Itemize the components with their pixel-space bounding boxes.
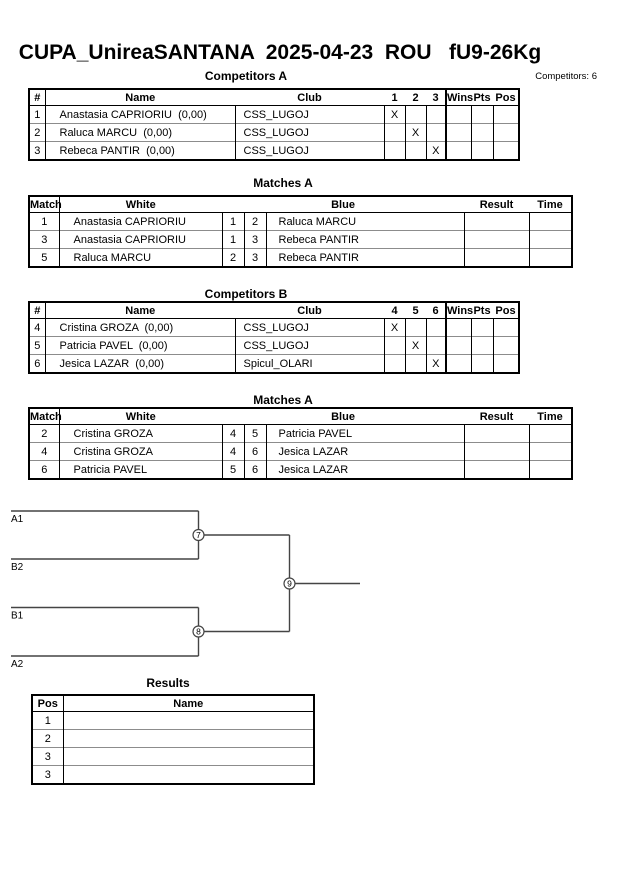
cell-name: Jesica LAZAR (0,00) (45, 355, 235, 374)
cell-time (529, 249, 572, 268)
cell-pos (493, 319, 519, 337)
cell-name: Raluca MARCU (0,00) (45, 124, 235, 142)
cell-pts (471, 337, 493, 355)
cell-pos (493, 106, 519, 124)
col-header-3: 3 (426, 89, 446, 106)
cell-mark-1 (384, 142, 405, 161)
col-header-num: # (29, 302, 45, 319)
cell-wins (446, 319, 471, 337)
cell-white-num: 1 (222, 231, 244, 249)
table-row (29, 142, 519, 161)
cell-name (63, 748, 314, 766)
match-node-9: 9 (287, 578, 292, 589)
cell-result (464, 461, 529, 480)
cell-blue-name: Jesica LAZAR (266, 443, 464, 461)
col-header-name: Name (45, 302, 235, 319)
competitors-a-table (28, 88, 520, 161)
cell-mark-5 (405, 319, 426, 337)
cell-mark-4 (384, 355, 405, 374)
col-header-pts: Pts (471, 89, 493, 106)
cell-match-num: 4 (29, 443, 59, 461)
cell-blue-name: Raluca MARCU (266, 213, 464, 231)
cell-mark-3 (426, 124, 446, 142)
cell-pos: 2 (32, 730, 63, 748)
cell-result (464, 231, 529, 249)
cell-mark-2 (405, 106, 426, 124)
competitors-a-title: Competitors A (204, 69, 288, 83)
cell-match-num: 6 (29, 461, 59, 480)
table-row (29, 355, 519, 374)
cell-result (464, 443, 529, 461)
cell-mark-6 (426, 319, 446, 337)
table-row (29, 425, 572, 443)
col-header-match: Match (29, 196, 59, 213)
cell-white-num: 4 (222, 443, 244, 461)
bracket-slot-label-a1: A1 (11, 514, 24, 525)
matches-b-table (28, 407, 573, 480)
results-table (31, 694, 315, 785)
col-header-blue: Blue (222, 408, 464, 425)
cell-match-num: 3 (29, 231, 59, 249)
cell-mark-1 (384, 124, 405, 142)
cell-name: Cristina GROZA (0,00) (45, 319, 235, 337)
cell-time (529, 231, 572, 249)
cell-pts (471, 355, 493, 374)
cell-club: CSS_LUGOJ (235, 319, 384, 337)
table-header-row (32, 695, 314, 712)
cell-white-num: 4 (222, 425, 244, 443)
table-row (32, 766, 314, 785)
bracket-diagram (0, 500, 400, 675)
cell-pos: 3 (32, 766, 63, 785)
cell-blue-num: 2 (244, 213, 266, 231)
cell-club: Spicul_OLARI (235, 355, 384, 374)
col-header-name: Name (63, 695, 314, 712)
cell-result (464, 213, 529, 231)
cell-pts (471, 124, 493, 142)
cell-wins (446, 337, 471, 355)
matches-b-title: Matches A (253, 393, 313, 407)
col-header-blue: Blue (222, 196, 464, 213)
cell-time (529, 443, 572, 461)
cell-mark-3: X (426, 142, 446, 161)
cell-club: CSS_LUGOJ (235, 142, 384, 161)
cell-wins (446, 355, 471, 374)
cell-blue-name: Rebeca PANTIR (266, 249, 464, 268)
cell-mark-3 (426, 106, 446, 124)
matches-a-table (28, 195, 573, 268)
match-node-7: 7 (196, 530, 201, 540)
competitors-b-table (28, 301, 520, 374)
table-row (29, 213, 572, 231)
competitors-b-title: Competitors B (204, 287, 288, 301)
cell-white-num: 2 (222, 249, 244, 268)
col-header-wins: Wins (446, 89, 471, 106)
cell-name (63, 730, 314, 748)
cell-white-name: Anastasia CAPRIORIU (59, 213, 222, 231)
col-header-white: White (59, 196, 222, 213)
cell-pos: 1 (44, 714, 51, 727)
table-row (29, 231, 572, 249)
col-header-time: Time (529, 408, 572, 425)
cell-pos (493, 355, 519, 374)
cell-white-name: Anastasia CAPRIORIU (59, 231, 222, 249)
cell-white-num: 1 (222, 213, 244, 231)
col-header-club: Club (235, 302, 384, 319)
cell-result (464, 249, 529, 268)
cell-num: 1 (34, 108, 41, 121)
cell-blue-num: 3 (244, 231, 266, 249)
cell-wins (446, 124, 471, 142)
table-row (32, 730, 314, 748)
matches-a-title: Matches A (253, 176, 313, 190)
cell-blue-num: 6 (244, 443, 266, 461)
col-header-result: Result (464, 408, 529, 425)
table-row (29, 461, 572, 480)
tournament-title: CUPA_UnireaSANTANA 2025-04-23 ROU fU9-26Kg (18, 41, 542, 64)
cell-wins (446, 106, 471, 124)
cell-num: 4 (34, 321, 41, 334)
cell-blue-name: Jesica LAZAR (266, 461, 464, 480)
cell-mark-4 (384, 337, 405, 355)
cell-time (529, 425, 572, 443)
cell-num: 2 (29, 124, 45, 142)
col-header-pos: Pos (493, 302, 519, 319)
table-row (32, 712, 314, 730)
cell-mark-2 (405, 142, 426, 161)
cell-match-num: 5 (29, 249, 59, 268)
bracket-slot-label-a2: A2 (11, 659, 24, 670)
table-row (32, 748, 314, 766)
table-row (29, 249, 572, 268)
cell-blue-name: Patricia PAVEL (266, 425, 464, 443)
col-header-white: White (59, 408, 222, 425)
col-header-result: Result (464, 196, 529, 213)
cell-mark-4: X (384, 319, 405, 337)
cell-white-num: 5 (222, 461, 244, 480)
cell-name (63, 712, 314, 730)
cell-num: 3 (29, 142, 45, 161)
table-header-row (29, 196, 572, 213)
cell-pos: 3 (32, 748, 63, 766)
cell-blue-name: Rebeca PANTIR (266, 231, 464, 249)
table-row (29, 319, 519, 337)
cell-mark-1: X (384, 106, 405, 124)
cell-num: 5 (29, 337, 45, 355)
results-title: Results (146, 676, 190, 690)
col-header-pts: Pts (471, 302, 493, 319)
cell-result (464, 425, 529, 443)
cell-match-num: 2 (41, 427, 48, 440)
table-row (29, 337, 519, 355)
cell-num: 6 (29, 355, 45, 374)
cell-mark-2: X (405, 124, 426, 142)
cell-white-name: Raluca MARCU (59, 249, 222, 268)
cell-wins (446, 142, 471, 161)
col-header-match: Match (29, 408, 59, 425)
col-header-2: 2 (405, 89, 426, 106)
cell-name: Patricia PAVEL (0,00) (45, 337, 235, 355)
table-row (29, 124, 519, 142)
cell-club: CSS_LUGOJ (235, 337, 384, 355)
col-header-pos: Pos (493, 89, 519, 106)
cell-club: CSS_LUGOJ (235, 124, 384, 142)
cell-mark-5: X (405, 337, 426, 355)
cell-pos (493, 337, 519, 355)
cell-blue-num: 5 (244, 425, 266, 443)
match-node-8: 8 (196, 626, 201, 637)
col-header-4: 4 (384, 302, 405, 319)
col-header-1: 1 (384, 89, 405, 106)
cell-white-name: Cristina GROZA (59, 443, 222, 461)
cell-white-name: Cristina GROZA (59, 425, 222, 443)
cell-club: CSS_LUGOJ (235, 106, 384, 124)
cell-pts (471, 106, 493, 124)
bracket-slot-label-b2: B2 (11, 562, 24, 573)
cell-time (529, 461, 572, 480)
cell-name: Rebeca PANTIR (0,00) (45, 142, 235, 161)
col-header-pos: Pos (32, 695, 63, 712)
table-header-row (29, 302, 519, 319)
col-header-5: 5 (405, 302, 426, 319)
col-header-name: Name (45, 89, 235, 106)
cell-mark-5 (405, 355, 426, 374)
col-header-club: Club (235, 89, 384, 106)
cell-name (63, 766, 314, 785)
cell-white-name: Patricia PAVEL (59, 461, 222, 480)
cell-blue-num: 6 (244, 461, 266, 480)
col-header-num: # (29, 89, 45, 106)
table-row (29, 106, 519, 124)
bracket-slot-label-b1: B1 (11, 610, 24, 622)
competitors-count: Competitors: 6 (535, 71, 597, 82)
col-header-6: 6 (426, 302, 446, 319)
cell-pts (471, 142, 493, 161)
table-row (29, 443, 572, 461)
cell-mark-6 (426, 337, 446, 355)
cell-pos (493, 142, 519, 161)
col-header-wins: Wins (446, 302, 471, 319)
cell-name: Anastasia CAPRIORIU (0,00) (45, 106, 235, 124)
col-header-time: Time (529, 196, 572, 213)
cell-pos (493, 124, 519, 142)
cell-pts (471, 319, 493, 337)
cell-blue-num: 3 (244, 249, 266, 268)
cell-time (529, 213, 572, 231)
cell-match-num: 1 (41, 215, 48, 228)
table-header-row (29, 89, 519, 106)
cell-mark-6: X (426, 355, 446, 374)
table-header-row (29, 408, 572, 425)
